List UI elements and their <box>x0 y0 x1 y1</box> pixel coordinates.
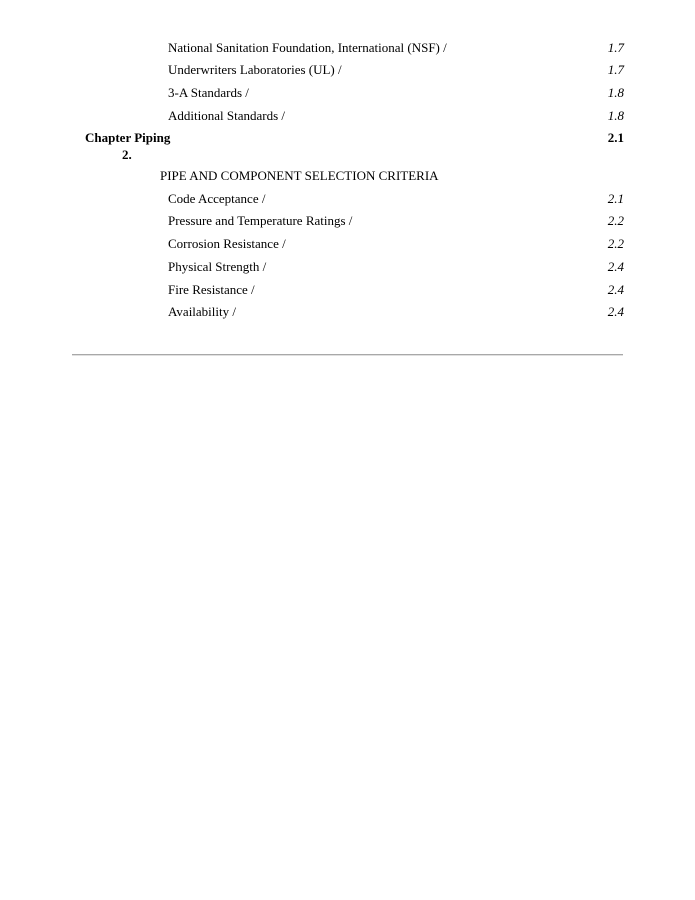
chapter-page[interactable]: 2.1 <box>607 130 624 145</box>
toc-entry-pressure-temperature[interactable]: Pressure and Temperature Ratings / <box>168 213 353 228</box>
toc-entry-physical-strength[interactable]: Physical Strength / <box>168 259 267 274</box>
toc-page-ul[interactable]: 1.7 <box>607 62 624 77</box>
toc-page-code-acceptance[interactable]: 2.1 <box>607 191 624 206</box>
toc-page-additional-standards[interactable]: 1.8 <box>607 108 624 123</box>
toc-page-nsf[interactable]: 1.7 <box>607 40 624 55</box>
section-heading[interactable]: PIPE AND COMPONENT SELECTION CRITERIA <box>160 168 439 183</box>
toc-entry-ul[interactable]: Underwriters Laboratories (UL) / <box>168 62 342 77</box>
toc-page-availability[interactable]: 2.4 <box>607 304 624 319</box>
toc-entry-corrosion-resistance[interactable]: Corrosion Resistance / <box>168 236 286 251</box>
horizontal-divider <box>72 354 623 356</box>
chapter-title[interactable]: Chapter Piping <box>85 130 171 145</box>
toc-page-physical-strength[interactable]: 2.4 <box>607 259 624 274</box>
chapter-number: 2. <box>122 147 132 162</box>
toc-page-pressure-temperature[interactable]: 2.2 <box>607 213 624 228</box>
toc-entry-code-acceptance[interactable]: Code Acceptance / <box>168 191 266 206</box>
toc-page-corrosion-resistance[interactable]: 2.2 <box>607 236 624 251</box>
toc-entry-additional-standards[interactable]: Additional Standards / <box>168 108 285 123</box>
toc-page-fire-resistance[interactable]: 2.4 <box>607 282 624 297</box>
toc-page-3a-standards[interactable]: 1.8 <box>607 85 624 100</box>
toc-entry-3a-standards[interactable]: 3-A Standards / <box>168 85 249 100</box>
toc-entry-fire-resistance[interactable]: Fire Resistance / <box>168 282 255 297</box>
toc-entry-nsf[interactable]: National Sanitation Foundation, International (NSF) / <box>168 40 447 55</box>
toc-entry-availability[interactable]: Availability / <box>168 304 236 319</box>
